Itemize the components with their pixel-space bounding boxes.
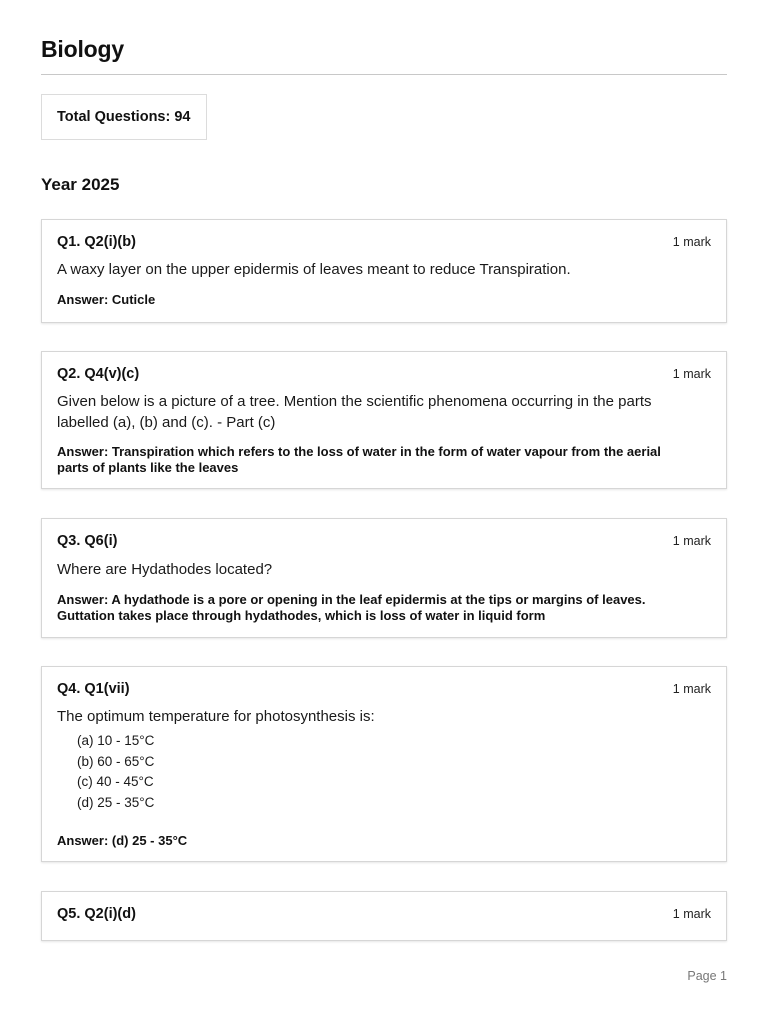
question-card (41, 891, 727, 941)
question-answer: Answer: Cuticle (57, 292, 156, 307)
question-marks: 1 mark (672, 235, 711, 249)
year-heading: Year 2025 (41, 175, 120, 194)
title-divider (41, 74, 727, 75)
question-text: Given below is a picture of a tree. Mention the scientific phenomena occurring in the parts labelled (a), (b) and (c). - Part (c) (57, 393, 652, 431)
question-text: Where are Hydathodes located? (57, 561, 273, 578)
question-marks: 1 mark (672, 534, 711, 548)
question-label: Q1. Q2(i)(b) (57, 234, 136, 250)
option-item: (b) 60 - 65°C (77, 753, 155, 769)
question-label: Q3. Q6(i) (57, 533, 118, 549)
option-item: (a) 10 - 15°C (77, 733, 155, 748)
total-questions-box (41, 94, 207, 140)
answer-options (77, 731, 154, 813)
question-card (41, 518, 727, 638)
option-item: (c) 40 - 45°C (77, 774, 154, 789)
question-marks: 1 mark (672, 907, 711, 921)
question-label: Q2. Q4(v)(c) (57, 366, 140, 382)
question-answer: Answer: (d) 25 - 35°C (57, 833, 188, 848)
question-card (41, 351, 727, 489)
question-answer: Answer: Transpiration which refers to the loss of water in the form of water vapour from the aerial parts of plants like the leaves (57, 444, 661, 475)
option-item: (d) 25 - 35°C (77, 794, 155, 810)
total-questions-label: Total Questions: 94 (57, 109, 191, 125)
page-title: Biology (41, 36, 124, 62)
question-answer: Answer: A hydathode is a pore or opening in the leaf epidermis at the tips or margins of leaves. Guttation takes place through hydathodes, which is loss of water in liquid form (57, 592, 646, 623)
page-number: Page 1 (687, 969, 727, 983)
question-marks: 1 mark (672, 682, 711, 696)
question-text: The optimum temperature for photosynthesis is: (57, 708, 375, 725)
question-marks: 1 mark (672, 367, 711, 381)
question-card (41, 666, 727, 862)
question-label: Q5. Q2(i)(d) (57, 906, 136, 922)
question-label: Q4. Q1(vii) (57, 681, 130, 697)
question-text: A waxy layer on the upper epidermis of leaves meant to reduce Transpiration. (57, 261, 571, 278)
question-card (41, 219, 727, 323)
